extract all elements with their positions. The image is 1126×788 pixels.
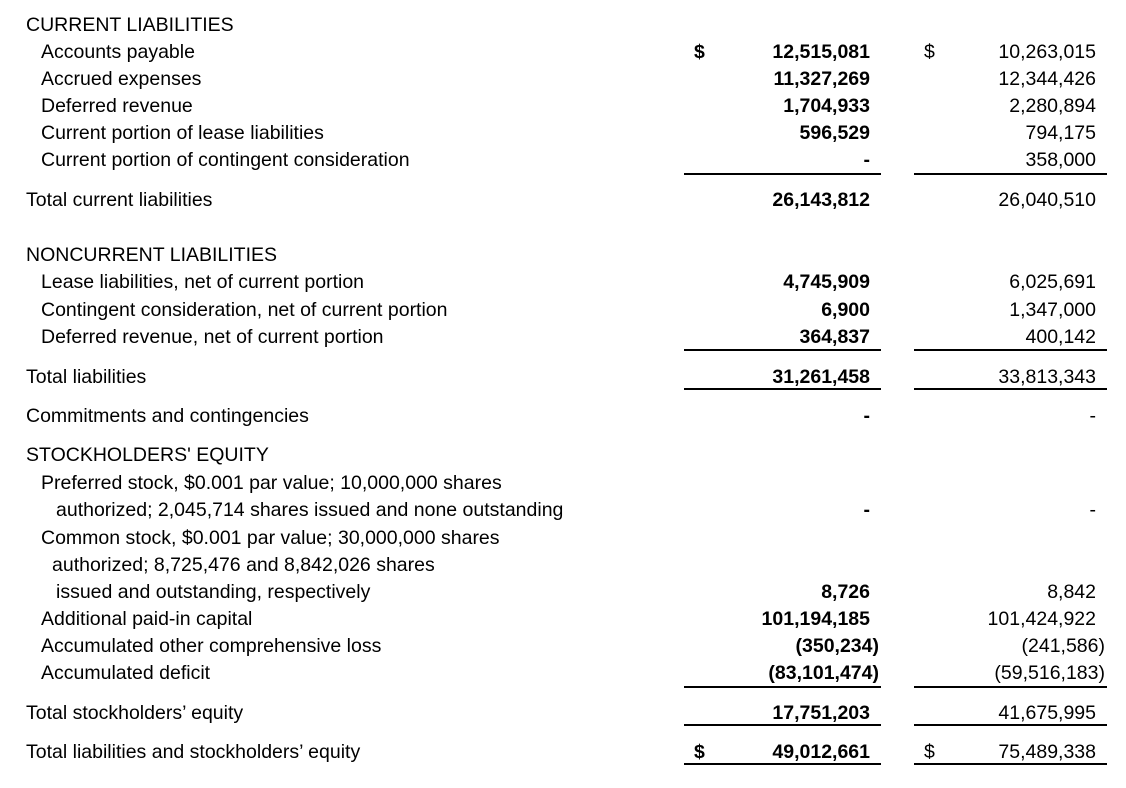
table-row: [0, 324, 1126, 351]
underline-rule: [914, 173, 1107, 175]
currency-symbol: $: [924, 741, 935, 763]
underline-rule: [684, 349, 881, 351]
table-row: [0, 606, 1126, 633]
value-col1: 1,704,933: [783, 95, 870, 117]
table-row: [0, 120, 1126, 147]
table-row: [0, 497, 1126, 524]
value-col1: 364,837: [799, 326, 870, 348]
underline-rule: [914, 349, 1107, 351]
row-label: Accumulated deficit: [41, 662, 211, 684]
total-row: [0, 364, 1126, 391]
value-col2: 794,175: [1025, 122, 1096, 144]
section-heading: NONCURRENT LIABILITIES: [26, 244, 278, 266]
total-row: [0, 187, 1126, 214]
value-col1: 11,327,269: [773, 68, 870, 90]
table-row: [0, 633, 1126, 660]
underline-rule: [914, 388, 1107, 390]
table-row: [0, 147, 1126, 174]
underline-rule: [914, 763, 1107, 765]
value-col2: 101,424,922: [987, 608, 1096, 630]
currency-symbol: $: [924, 41, 935, 63]
row-label: Contingent consideration, net of current portion: [41, 299, 448, 321]
row-label: Accounts payable: [41, 41, 195, 63]
row-label: Accumulated other comprehensive loss: [41, 635, 382, 657]
total-col2: 26,040,510: [998, 189, 1096, 211]
underline-rule: [684, 763, 881, 765]
value-col2: 8,842: [1047, 581, 1096, 603]
total-col2: 41,675,995: [998, 702, 1096, 724]
table-row: [0, 39, 1126, 66]
value-col2: 6,025,691: [1009, 271, 1096, 293]
total-label: Total current liabilities: [26, 189, 213, 211]
value-col2: (241,586): [1021, 635, 1105, 657]
row-label-continued: authorized; 8,725,476 and 8,842,026 shares: [52, 554, 435, 576]
table-row: [0, 525, 1126, 552]
value-col2: 400,142: [1025, 326, 1096, 348]
table-row: [0, 66, 1126, 93]
value-col1: 12,515,081: [772, 41, 870, 63]
row-label-continued: authorized; 2,045,714 shares issued and none outstanding: [56, 499, 564, 521]
underline-rule: [914, 686, 1107, 688]
value-col1: -: [863, 149, 870, 171]
value-col1: (350,234): [795, 635, 879, 657]
value-col2: 2,280,894: [1009, 95, 1096, 117]
commitments-row: [0, 403, 1126, 430]
value-col1: 101,194,185: [761, 608, 870, 630]
value-col1: 596,529: [799, 122, 870, 144]
grand-total-row: [0, 739, 1126, 766]
value-col1: 6,900: [821, 299, 870, 321]
row-label: Accrued expenses: [41, 68, 202, 90]
value-col1: 8,726: [821, 581, 870, 603]
row-label: Preferred stock, $0.001 par value; 10,000,000 shares: [41, 472, 502, 494]
total-col1: 17,751,203: [772, 702, 870, 724]
grand-total-label: Total liabilities and stockholders’ equity: [26, 741, 361, 763]
row-label: Common stock, $0.001 par value; 30,000,000 shares: [41, 527, 500, 549]
currency-symbol: $: [694, 41, 705, 63]
row-label: Additional paid-in capital: [41, 608, 253, 630]
grand-total-col2: 75,489,338: [998, 741, 1096, 763]
row-label: Current portion of contingent consideration: [41, 149, 410, 171]
row-label: Lease liabilities, net of current portion: [41, 271, 365, 293]
table-row: [0, 660, 1126, 687]
grand-total-col1: 49,012,661: [772, 741, 870, 763]
underline-rule: [684, 724, 881, 726]
table-row: [0, 269, 1126, 296]
row-label: Commitments and contingencies: [26, 405, 309, 427]
table-row: [0, 297, 1126, 324]
current-liabilities-heading-row: [0, 12, 1126, 39]
value-col2: 12,344,426: [998, 68, 1096, 90]
row-label: Current portion of lease liabilities: [41, 122, 324, 144]
value-col2: 1,347,000: [1009, 299, 1096, 321]
noncurrent-liabilities-heading-row: [0, 242, 1126, 269]
underline-rule: [684, 686, 881, 688]
underline-rule: [684, 173, 881, 175]
table-row: [0, 579, 1126, 606]
value-col1: 4,745,909: [783, 271, 870, 293]
value-col1: (83,101,474): [768, 662, 879, 684]
row-label: Deferred revenue, net of current portion: [41, 326, 384, 348]
table-row: [0, 470, 1126, 497]
underline-rule: [914, 724, 1107, 726]
total-col2: 33,813,343: [998, 366, 1096, 388]
row-label: Deferred revenue: [41, 95, 193, 117]
value-col2: -: [1089, 499, 1096, 521]
value-col1: -: [863, 405, 870, 427]
total-label: Total stockholders’ equity: [26, 702, 244, 724]
table-row: [0, 93, 1126, 120]
value-col2: 10,263,015: [998, 41, 1096, 63]
section-heading: STOCKHOLDERS' EQUITY: [26, 444, 269, 466]
row-label-continued: issued and outstanding, respectively: [56, 581, 371, 603]
total-row: [0, 700, 1126, 727]
section-heading: CURRENT LIABILITIES: [26, 14, 234, 36]
value-col2: (59,516,183): [994, 662, 1105, 684]
total-col1: 31,261,458: [772, 366, 870, 388]
total-col1: 26,143,812: [772, 189, 870, 211]
table-row: [0, 552, 1126, 579]
equity-heading-row: [0, 442, 1126, 469]
currency-symbol: $: [694, 741, 705, 763]
underline-rule: [684, 388, 881, 390]
value-col2: 358,000: [1025, 149, 1096, 171]
value-col2: -: [1089, 405, 1096, 427]
total-label: Total liabilities: [26, 366, 147, 388]
value-col1: -: [863, 499, 870, 521]
